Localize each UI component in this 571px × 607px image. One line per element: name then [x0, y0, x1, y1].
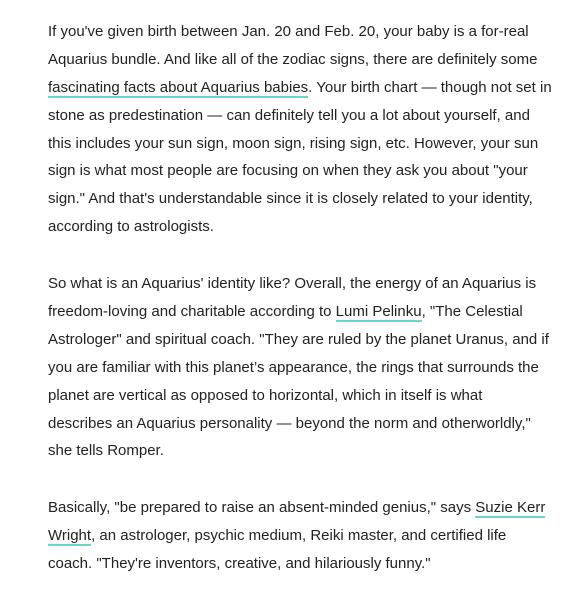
- text-span: stone as predestination — can definitely tell you a lot about yourself, and: [48, 106, 530, 124]
- paragraph-3: [48, 494, 548, 578]
- text-span: If you've given birth between Jan. 20 and Feb. 20, your baby is a for-real: [48, 23, 529, 40]
- text-span: freedom-loving and charitable according to: [48, 303, 336, 321]
- link-aquarius-babies-facts[interactable]: fascinating facts about Aquarius babies: [48, 78, 309, 96]
- text-span: So what is an Aquarius' identity like? Overall, the energy of an Aquarius is: [48, 275, 537, 293]
- text-line: [48, 550, 548, 578]
- paragraph-1: [48, 18, 552, 241]
- text-line: [48, 270, 548, 298]
- article-body: [48, 18, 552, 607]
- link-suzie-kerr-wright[interactable]: Wright: [48, 527, 92, 545]
- link-suzie-kerr-wright[interactable]: Suzie Kerr: [475, 499, 546, 517]
- text-span: she tells Romper.: [48, 442, 164, 460]
- text-span: describes an Aquarius personality — beyond the norm and otherworldly,": [48, 414, 531, 432]
- text-span: planet are vertical as opposed to horizontal, which in itself is what: [48, 386, 483, 404]
- text-line: [48, 494, 548, 522]
- link-lumi-pelinku[interactable]: Lumi Pelinku: [335, 303, 422, 321]
- text-line: [48, 130, 548, 158]
- text-span: Aquarius bundle. And like all of the zodiac signs, there are definitely some: [48, 50, 538, 68]
- paragraph-2: [48, 270, 548, 465]
- text-line: [48, 437, 548, 465]
- text-span: coach. "They're inventors, creative, and hilariously funny.": [48, 555, 431, 573]
- text-span: sign is what most people are focusing on when they ask you about "your: [48, 162, 528, 180]
- text-line: [48, 18, 548, 46]
- text-line: [48, 102, 548, 130]
- text-span: according to astrologists.: [48, 218, 214, 236]
- text-line: [48, 185, 548, 213]
- text-span: sign." And that's understandable since it is closely related to your identity,: [48, 190, 533, 208]
- text-span: you are familiar with this planet’s appearance, the rings that surrounds the: [48, 358, 539, 376]
- text-line: [48, 354, 548, 382]
- text-line: [48, 213, 548, 241]
- text-line: [48, 46, 548, 74]
- text-span: this includes your sun sign, moon sign, rising sign, etc. However, your sun: [48, 134, 539, 152]
- text-line: [48, 410, 548, 438]
- text-line: [48, 157, 548, 185]
- text-span: Astrologer" and spiritual coach. "They are ruled by the planet Uranus, and if: [48, 330, 549, 348]
- text-line: [48, 522, 548, 550]
- text-line: [48, 382, 548, 410]
- text-line: [48, 326, 548, 354]
- text-span: , an astrologer, psychic medium, Reiki master, and certified life: [91, 527, 507, 545]
- text-line: [48, 298, 548, 326]
- text-span: Basically, "be prepared to raise an absent-minded genius," says: [48, 499, 476, 517]
- text-line: [48, 74, 552, 102]
- text-span: , "The Celestial: [421, 303, 523, 321]
- text-span: . Your birth chart — though not set in: [308, 78, 552, 96]
